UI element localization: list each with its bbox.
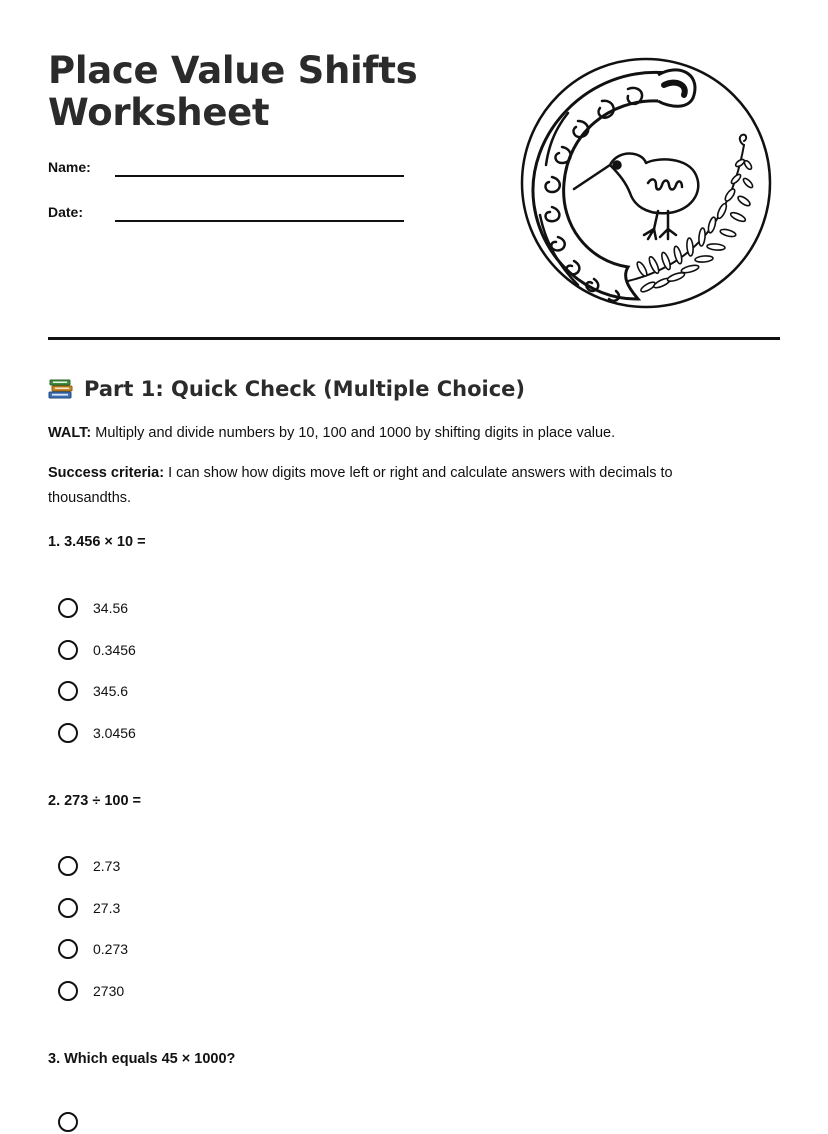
radio-button[interactable] bbox=[58, 1112, 78, 1132]
title-line-2: Worksheet bbox=[48, 91, 270, 134]
radio-button[interactable] bbox=[58, 898, 78, 918]
radio-button[interactable] bbox=[58, 598, 78, 618]
part1-heading bbox=[48, 374, 525, 404]
name-line[interactable] bbox=[115, 175, 404, 177]
option-label: 3.0456 bbox=[93, 725, 136, 741]
question-3-prompt: 3. Which equals 45 × 1000? bbox=[48, 1051, 236, 1067]
radio-button[interactable] bbox=[58, 681, 78, 701]
radio-button[interactable] bbox=[58, 981, 78, 1001]
walt-paragraph bbox=[48, 421, 748, 446]
success-criteria-paragraph bbox=[48, 461, 738, 511]
walt-text: Multiply and divide numbers by 10, 100 and 1000 by shifting digits in place value. bbox=[91, 425, 616, 441]
title-line-1: Place Value Shifts bbox=[48, 49, 418, 92]
question-1-option-a[interactable] bbox=[58, 596, 128, 620]
question-1-option-c[interactable] bbox=[58, 679, 128, 703]
question-2-option-d[interactable] bbox=[58, 979, 124, 1003]
option-label: 345.6 bbox=[93, 683, 129, 699]
question-2-option-a[interactable] bbox=[58, 854, 120, 878]
option-label: 0.273 bbox=[93, 941, 129, 957]
kiwi-koru-fern-emblem-icon bbox=[518, 55, 774, 311]
name-label: Name: bbox=[48, 159, 91, 175]
option-label: 34.56 bbox=[93, 600, 129, 616]
date-field bbox=[48, 204, 408, 228]
books-icon bbox=[48, 377, 74, 401]
date-label: Date: bbox=[48, 204, 84, 220]
radio-button[interactable] bbox=[58, 856, 78, 876]
question-3-option-a[interactable] bbox=[58, 1110, 78, 1134]
option-label: 2.73 bbox=[93, 858, 121, 874]
option-label: 27.3 bbox=[93, 900, 121, 916]
worksheet-title bbox=[48, 50, 468, 134]
option-label: 2730 bbox=[93, 983, 125, 999]
question-1-option-b[interactable] bbox=[58, 638, 136, 662]
question-2-prompt: 2. 273 ÷ 100 = bbox=[48, 793, 142, 809]
part1-heading-text: Part 1: Quick Check (Multiple Choice) bbox=[84, 377, 526, 401]
radio-button[interactable] bbox=[58, 723, 78, 743]
success-criteria-label: Success criteria: bbox=[48, 465, 165, 481]
question-1-prompt: 1. 3.456 × 10 = bbox=[48, 534, 146, 550]
walt-label: WALT: bbox=[48, 425, 92, 441]
question-1-option-d[interactable] bbox=[58, 721, 136, 745]
success-criteria-text: I can show how digits move left or right and calculate answers with decimals to thousandths. bbox=[48, 465, 673, 506]
radio-button[interactable] bbox=[58, 640, 78, 660]
question-2-option-c[interactable] bbox=[58, 937, 128, 961]
radio-button[interactable] bbox=[58, 939, 78, 959]
name-field bbox=[48, 159, 408, 183]
section-divider bbox=[48, 337, 780, 340]
question-2-option-b[interactable] bbox=[58, 896, 120, 920]
date-line[interactable] bbox=[115, 220, 404, 222]
option-label: 0.3456 bbox=[93, 642, 136, 658]
